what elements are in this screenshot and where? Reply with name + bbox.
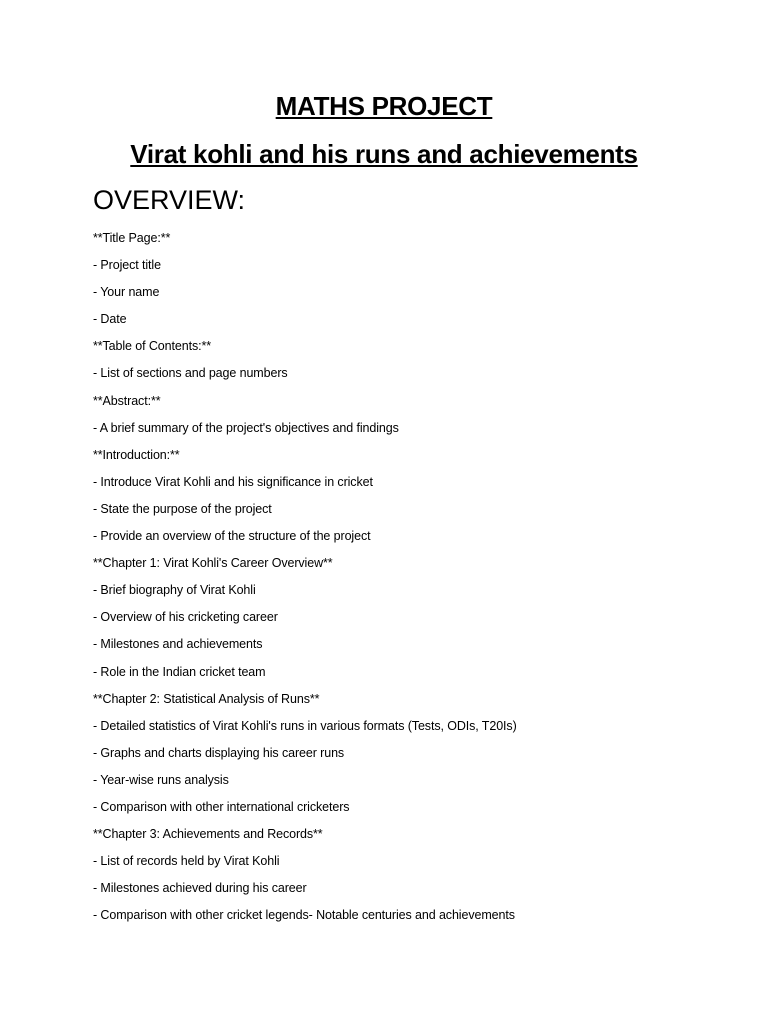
- outline-line: - State the purpose of the project: [93, 501, 272, 516]
- outline-line: **Introduction:**: [93, 447, 180, 462]
- outline-line: - Brief biography of Virat Kohli: [93, 583, 256, 598]
- outline-line: - Role in the Indian cricket team: [93, 664, 266, 679]
- outline-line: **Title Page:**: [93, 231, 171, 245]
- document-subtitle: Virat kohli and his runs and achievements: [130, 139, 638, 169]
- outline-line: - A brief summary of the project's objectives and findings: [93, 420, 399, 435]
- outline-line: **Chapter 1: Virat Kohli's Career Overview**: [93, 556, 333, 571]
- outline-list: [93, 228, 733, 932]
- outline-line: **Table of Contents:**: [93, 339, 212, 354]
- outline-line: - Introduce Virat Kohli and his significance in cricket: [93, 474, 373, 489]
- outline-line: - Overview of his cricketing career: [93, 610, 278, 625]
- outline-line: **Abstract:**: [93, 393, 161, 408]
- outline-line: - Your name: [93, 285, 160, 300]
- outline-line: - List of sections and page numbers: [93, 366, 288, 381]
- overview-heading: OVERVIEW:: [93, 185, 246, 215]
- outline-line: - Provide an overview of the structure of the project: [93, 529, 371, 544]
- outline-line: - List of records held by Virat Kohli: [93, 854, 280, 869]
- outline-line: **Chapter 2: Statistical Analysis of Runs**: [93, 691, 320, 706]
- outline-line: - Project title: [93, 258, 161, 273]
- outline-line: - Milestones achieved during his career: [93, 881, 307, 896]
- outline-line: **Chapter 3: Achievements and Records**: [93, 827, 323, 842]
- outline-line: - Comparison with other cricket legends- Notable centuries and achievements: [93, 908, 515, 923]
- outline-line: - Detailed statistics of Virat Kohli's runs in various formats (Tests, ODIs, T20Is): [93, 718, 517, 733]
- outline-line: - Milestones and achievements: [93, 637, 263, 652]
- outline-line: - Graphs and charts displaying his career runs: [93, 745, 345, 760]
- document-title: MATHS PROJECT: [275, 91, 493, 121]
- outline-line: - Comparison with other international cricketers: [93, 799, 350, 814]
- outline-line: - Year-wise runs analysis: [93, 772, 229, 787]
- outline-line: - Date: [93, 312, 127, 327]
